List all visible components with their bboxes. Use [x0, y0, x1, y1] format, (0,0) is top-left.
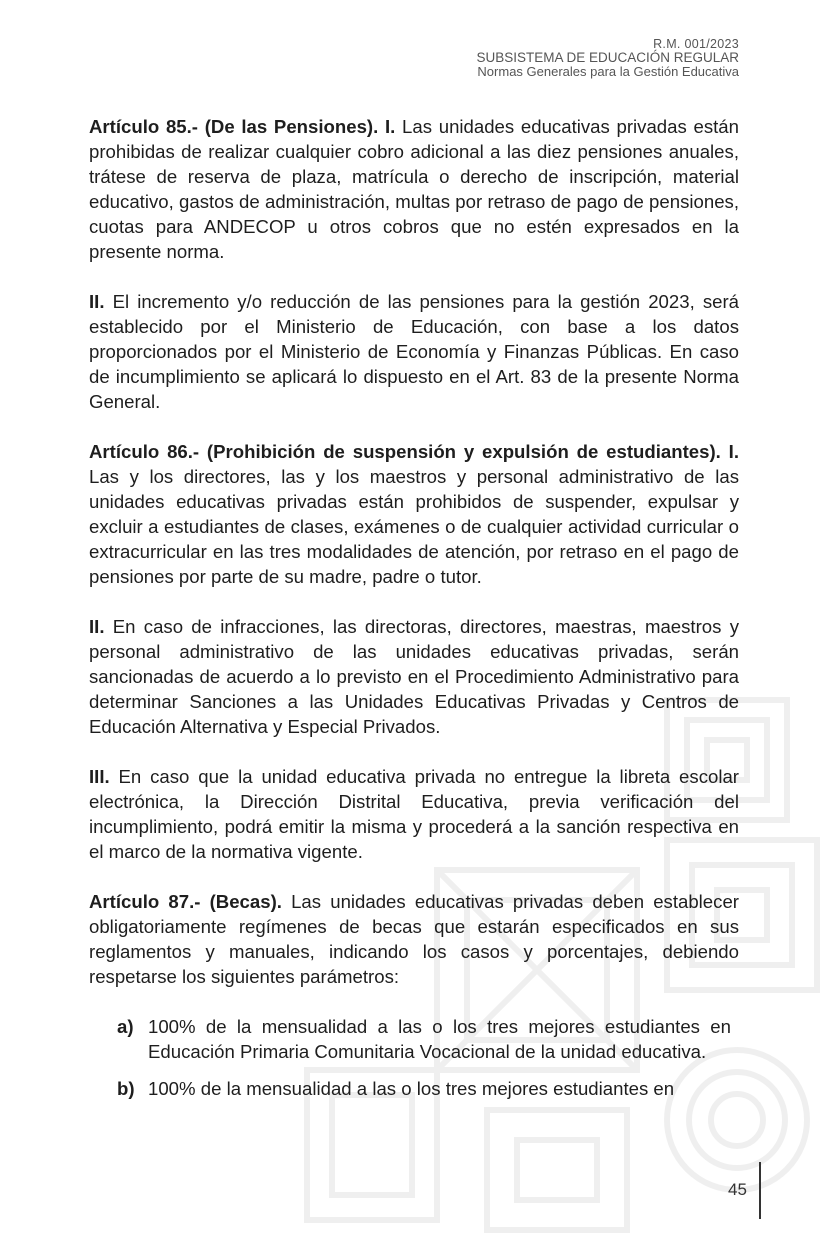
- subsystem-title: SUBSISTEMA DE EDUCACIÓN REGULAR: [476, 50, 739, 65]
- article-86-numeral-3: III.: [89, 766, 110, 787]
- article-86-numeral-2: II.: [89, 616, 105, 637]
- article-86-text-3: En caso que la unidad educativa privada no entregue la libreta escolar electrónica, la Dirección Distrital Educativa, previa verificación del incumplimiento, podrá emitir la misma y procederá a la sanción respectiva en el marco de la normativa vigente.: [89, 766, 739, 862]
- resolution-code: R.M. 001/2023: [653, 37, 739, 51]
- article-86-paragraph-2: [89, 614, 739, 739]
- list-item: [117, 1014, 739, 1064]
- article-85-numeral-2: II.: [89, 291, 105, 312]
- article-86-heading: Artículo 86.- (Prohibición de suspensión y expulsión de estudiantes). I.: [89, 441, 739, 462]
- article-87-text-1: Las unidades educativas privadas deben establecer obligatoriamente regímenes de becas que estarán especificados en sus reglamentos y manuales, indicando los casos y porcentajes, debiendo respetarse los siguientes parámetros:: [89, 891, 739, 987]
- scholarship-list: [117, 1014, 739, 1101]
- document-subtitle: Normas Generales para la Gestión Educativa: [477, 64, 739, 79]
- page-header: [476, 37, 739, 79]
- page-number-divider: [759, 1162, 761, 1219]
- article-86-text-2: En caso de infracciones, las directoras, directores, maestras, maestros y personal administrativo de las unidades educativas privadas, serán sancionadas de acuerdo a lo previsto en el Procedimiento Administrativo para determinar Sanciones a las Unidades Educativas Privadas y Centros de Educación Alternativa y Especial Privados.: [89, 616, 739, 737]
- article-86-paragraph-3: [89, 764, 739, 864]
- article-87-paragraph-1: [89, 889, 739, 989]
- list-marker: b): [117, 1078, 135, 1099]
- list-item: [117, 1076, 739, 1101]
- list-marker: a): [117, 1016, 134, 1037]
- article-87-heading: Artículo 87.- (Becas).: [89, 891, 282, 912]
- article-85-text-2: El incremento y/o reducción de las pensiones para la gestión 2023, será establecido por el Ministerio de Educación, con base a los datos proporcionados por el Ministerio de Economía y Finanzas Públicas. En caso de incumplimiento se aplicará lo dispuesto en el Art. 83 de la presente Norma General.: [89, 291, 739, 412]
- list-item-text: 100% de la mensualidad a las o los tres mejores estudiantes en Educación Primaria Comunitaria Vocacional de la unidad educativa.: [148, 1016, 731, 1062]
- article-86-text-1: Las y los directores, las y los maestros y personal administrativo de las unidades educativas privadas están prohibidos de suspender, expulsar y excluir a estudiantes de clases, exámenes o de cualquier actividad curricular o extracurricular en las tres modalidades de atención, por retraso en el pago de pensiones por parte de su madre, padre o tutor.: [89, 466, 739, 587]
- article-86-paragraph-1: [89, 439, 739, 589]
- article-85-paragraph-2: [89, 289, 739, 414]
- article-85-text-1: Las unidades educativas privadas están prohibidas de realizar cualquier cobro adicional a las diez pensiones anuales, trátese de reserva de plaza, matrícula o derecho de inscripción, material educativo, gastos de administración, multas por retraso de pago de pensiones, cuotas para ANDECOP u otros cobros que no estén expresados en la presente norma.: [89, 116, 739, 262]
- article-85-heading: Artículo 85.- (De las Pensiones). I.: [89, 116, 396, 137]
- list-item-text: 100% de la mensualidad a las o los tres mejores estudiantes en: [148, 1078, 675, 1099]
- page-number: 45: [728, 1180, 747, 1199]
- article-85-paragraph-1: [89, 114, 739, 264]
- document-body: [89, 114, 739, 1113]
